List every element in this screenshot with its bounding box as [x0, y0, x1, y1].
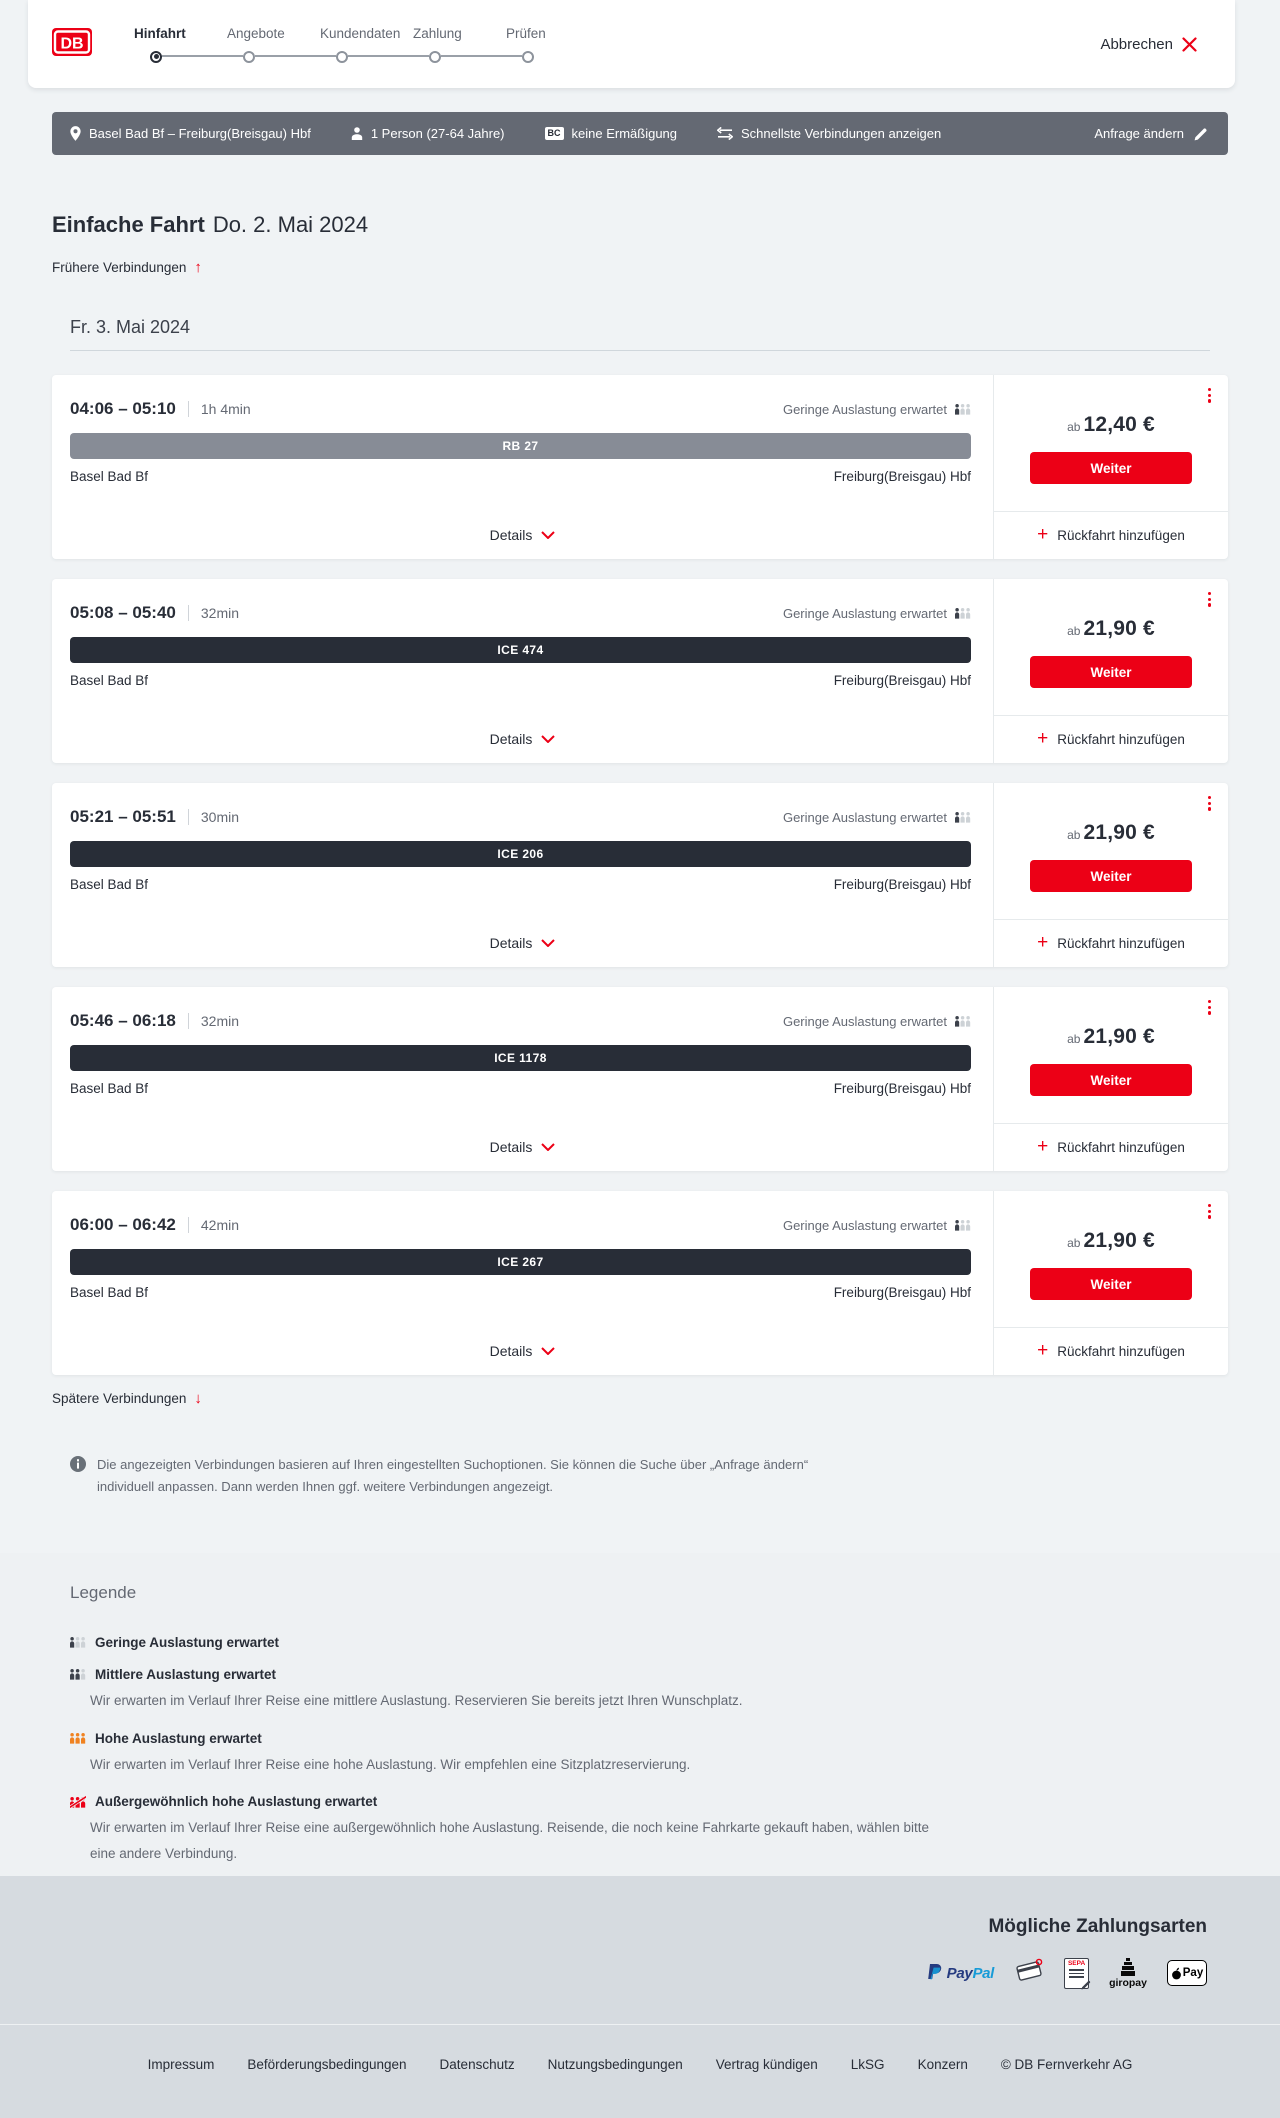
payment-methods: [0, 1956, 1280, 1990]
train-label: ICE 474: [497, 643, 544, 657]
step-hinfahrt[interactable]: Hinfahrt: [134, 26, 227, 63]
price: [994, 1025, 1228, 1049]
continue-button[interactable]: Weiter: [1030, 452, 1192, 484]
chevron-down-icon: [541, 1347, 555, 1355]
progress-steps: [134, 26, 599, 63]
chevron-down-icon: [541, 1143, 555, 1151]
connection-card: [52, 783, 1228, 967]
booking-panel: [993, 579, 1228, 763]
connection-time: 05:08 – 05:40: [70, 603, 176, 622]
discount-summary: BC keine Ermäßigung: [545, 126, 678, 141]
footer-links: [0, 2057, 1280, 2072]
footer-link[interactable]: LkSG: [850, 2057, 885, 2073]
add-return-trip-button[interactable]: + Rückfahrt hinzufügen: [994, 512, 1228, 559]
occupancy-indicator: Geringe Auslastung erwartet: [783, 1218, 971, 1233]
departure-station: Basel Bad Bf: [70, 673, 149, 688]
price: [994, 1229, 1228, 1253]
plus-icon: +: [1037, 1340, 1049, 1361]
db-logo: [52, 28, 92, 61]
arrival-station: Freiburg(Breisgau) Hbf: [833, 1081, 971, 1096]
price-prefix: ab: [1067, 1032, 1081, 1046]
search-options-note: Die angezeigten Verbindungen basieren auf Ihren eingestellten Suchoptionen. Sie können die Suche über „Anfrage ändern“ individuell anpassen. Dann werden Ihnen ggf. weitere Verbindungen angezeigt.: [52, 1454, 1228, 1498]
occupancy-exceptional-icon: [70, 1796, 86, 1808]
occupancy-low-icon: [955, 1016, 971, 1027]
train-bar: [70, 1045, 971, 1071]
departure-station: Basel Bad Bf: [70, 1285, 149, 1300]
occupancy-low-icon: [955, 1220, 971, 1231]
train-label: RB 27: [502, 439, 539, 453]
price-prefix: ab: [1067, 1236, 1081, 1250]
edit-request-button[interactable]: Anfrage ändern: [1094, 126, 1208, 141]
departure-station: Basel Bad Bf: [70, 877, 149, 892]
credit-card-icon: [1014, 1958, 1044, 1989]
location-pin-icon: [70, 126, 81, 141]
connection-duration: 1h 4min: [200, 401, 251, 417]
divider: [0, 2024, 1280, 2025]
continue-button[interactable]: Weiter: [1030, 1268, 1192, 1300]
booking-panel: [993, 1191, 1228, 1375]
paypal-icon: PayPal: [927, 1963, 994, 1983]
connection-main: [52, 579, 993, 763]
step-circle: [522, 51, 534, 63]
sorting-summary: Schnellste Verbindungen anzeigen: [717, 126, 941, 141]
train-label: ICE 267: [497, 1255, 544, 1269]
train-bar: [70, 1249, 971, 1275]
plus-icon: +: [1037, 524, 1049, 545]
pencil-icon: [1194, 127, 1208, 141]
departure-station: Basel Bad Bf: [70, 469, 149, 484]
details-toggle[interactable]: Details: [52, 1139, 993, 1155]
price-amount: 21,90 €: [1083, 617, 1155, 640]
arrival-station: Freiburg(Breisgau) Hbf: [833, 877, 971, 892]
occupancy-low-icon: [955, 404, 971, 415]
step-angebote[interactable]: Angebote: [227, 26, 320, 63]
page-title: Einfache Fahrt Do. 2. Mai 2024: [52, 212, 369, 237]
legend-item-medium: Mittlere Auslastung erwartet Wir erwarten im Verlauf Ihrer Reise eine mittlere Auslastung. Reservieren Sie bereits jetzt Ihren Wunschplatz.: [70, 1667, 1228, 1714]
add-return-trip-button[interactable]: + Rückfahrt hinzufügen: [994, 1124, 1228, 1171]
step-pruefen[interactable]: Prüfen: [506, 26, 599, 63]
search-summary-bar: [52, 112, 1228, 155]
step-kundendaten[interactable]: Kundendaten: [320, 26, 413, 63]
divider: [188, 1217, 189, 1233]
giropay-icon: giropay: [1109, 1958, 1147, 1989]
chevron-down-icon: [541, 531, 555, 539]
payments-title: Mögliche Zahlungsarten: [988, 1916, 1207, 1938]
footer-link[interactable]: Impressum: [147, 2057, 215, 2073]
train-bar: [70, 841, 971, 867]
occupancy-indicator: Geringe Auslastung erwartet: [783, 606, 971, 621]
route-summary: Basel Bad Bf – Freiburg(Breisgau) Hbf: [70, 126, 311, 141]
connection-main: [52, 375, 993, 559]
occupancy-indicator: Geringe Auslastung erwartet: [783, 1014, 971, 1029]
booking-panel: [993, 375, 1228, 559]
chevron-down-icon: [541, 939, 555, 947]
arrival-station: Freiburg(Breisgau) Hbf: [833, 1285, 971, 1300]
connection-main: [52, 987, 993, 1171]
connection-card: [52, 987, 1228, 1171]
cancel-button[interactable]: Abbrechen: [1100, 36, 1197, 53]
results-section: [0, 155, 1280, 1553]
travellers-summary: 1 Person (27-64 Jahre): [351, 126, 505, 141]
train-bar: [70, 637, 971, 663]
plus-icon: +: [1037, 728, 1049, 749]
arrow-down-icon: ↓: [194, 1390, 202, 1407]
app-header: [28, 0, 1235, 88]
step-zahlung[interactable]: Zahlung: [413, 26, 506, 63]
price: [994, 821, 1228, 845]
footer-link[interactable]: Konzern: [917, 2057, 968, 2073]
footer-link[interactable]: Beförderungsbedingungen: [247, 2057, 407, 2073]
divider: [188, 1013, 189, 1029]
train-bar: [70, 433, 971, 459]
connection-duration: 32min: [200, 605, 240, 621]
step-circle: [336, 51, 348, 63]
more-options-button[interactable]: [1205, 997, 1214, 1018]
details-toggle[interactable]: Details: [52, 731, 993, 747]
arrow-up-icon: ↑: [194, 259, 202, 276]
occupancy-low-icon: [955, 812, 971, 823]
footer: [0, 1876, 1280, 2118]
connection-duration: 42min: [200, 1217, 240, 1233]
details-toggle[interactable]: Details: [52, 527, 993, 543]
person-icon: [351, 127, 363, 140]
more-options-button[interactable]: [1205, 385, 1214, 406]
continue-button[interactable]: Weiter: [1030, 860, 1192, 892]
legend-title: Legende: [70, 1583, 137, 1603]
legend-section: [0, 1553, 1280, 1876]
day-group: [52, 317, 1228, 351]
add-return-trip-button[interactable]: + Rückfahrt hinzufügen: [994, 1328, 1228, 1375]
connection-main: [52, 783, 993, 967]
price-prefix: ab: [1067, 828, 1081, 842]
connection-duration: 30min: [200, 809, 240, 825]
add-return-trip-button[interactable]: + Rückfahrt hinzufügen: [994, 716, 1228, 763]
earlier-connections-link[interactable]: Frühere Verbindungen ↑: [52, 259, 202, 276]
connection-card: [52, 579, 1228, 763]
legend-item-exceptional: Außergewöhnlich hohe Auslastung erwartet Wir erwarten im Verlauf Ihrer Reise eine außergewöhnlich hohe Auslastung. Reisende, die noch keine Fahrkarte gekauft haben, wählen bitte eine andere Verbindung.: [70, 1794, 1228, 1866]
step-circle: [243, 51, 255, 63]
occupancy-high-icon: [70, 1733, 86, 1744]
price: [994, 413, 1228, 437]
info-icon: [70, 1456, 86, 1472]
copyright: © DB Fernverkehr AG: [1000, 2057, 1133, 2073]
connection-time: 06:00 – 06:42: [70, 1215, 176, 1234]
connection-card: [52, 375, 1228, 559]
more-options-button[interactable]: [1205, 589, 1214, 610]
train-label: ICE 206: [497, 847, 544, 861]
footer-link[interactable]: Datenschutz: [439, 2057, 515, 2073]
plus-icon: +: [1037, 932, 1049, 953]
travel-date: Do. 2. Mai 2024: [212, 212, 369, 237]
price-amount: 21,90 €: [1083, 1229, 1155, 1252]
details-toggle[interactable]: Details: [52, 935, 993, 951]
price-amount: 21,90 €: [1083, 821, 1155, 844]
arrival-station: Freiburg(Breisgau) Hbf: [833, 673, 971, 688]
continue-button[interactable]: Weiter: [1030, 656, 1192, 688]
connection-time: 05:21 – 05:51: [70, 807, 176, 826]
day-header: Fr. 3. Mai 2024: [70, 317, 191, 337]
more-options-button[interactable]: [1205, 1201, 1214, 1222]
booking-panel: [993, 783, 1228, 967]
occupancy-low-icon: [955, 608, 971, 619]
details-toggle[interactable]: Details: [52, 1343, 993, 1359]
step-circle: [429, 51, 441, 63]
price-prefix: ab: [1067, 624, 1081, 638]
add-return-trip-button[interactable]: + Rückfahrt hinzufügen: [994, 920, 1228, 967]
price: [994, 617, 1228, 641]
connection-duration: 32min: [200, 1013, 240, 1029]
divider: [70, 350, 1210, 351]
step-circle: [150, 51, 162, 63]
connection-time: 04:06 – 05:10: [70, 399, 176, 418]
connection-card: [52, 1191, 1228, 1375]
occupancy-indicator: Geringe Auslastung erwartet: [783, 810, 971, 825]
continue-button[interactable]: Weiter: [1030, 1064, 1192, 1096]
sepa-direct-debit-icon: SEPA: [1064, 1958, 1089, 1989]
legend-item-high: Hohe Auslastung erwartet Wir erwarten im Verlauf Ihrer Reise eine hohe Auslastung. Wir empfehlen eine Sitzplatzreservierung.: [70, 1731, 1228, 1778]
connection-list: [52, 375, 1228, 1375]
legend-item-low: Geringe Auslastung erwartet: [70, 1635, 1228, 1650]
svg-text:DB: DB: [60, 35, 84, 52]
price-amount: 12,40 €: [1083, 413, 1155, 436]
divider: [188, 605, 189, 621]
booking-panel: [993, 987, 1228, 1171]
swap-arrows-icon: [717, 127, 733, 140]
occupancy-indicator: Geringe Auslastung erwartet: [783, 402, 971, 417]
footer-link[interactable]: Nutzungsbedingungen: [547, 2057, 683, 2073]
apple-pay-icon: Pay: [1167, 1960, 1207, 1986]
departure-station: Basel Bad Bf: [70, 1081, 149, 1096]
footer-link[interactable]: Vertrag kündigen: [715, 2057, 818, 2073]
later-connections-link[interactable]: Spätere Verbindungen ↓: [52, 1390, 202, 1407]
plus-icon: +: [1037, 1136, 1049, 1157]
chevron-down-icon: [541, 735, 555, 743]
price-prefix: ab: [1067, 420, 1081, 434]
close-icon: [1182, 37, 1197, 52]
bahncard-icon: BC: [545, 127, 564, 140]
price-amount: 21,90 €: [1083, 1025, 1155, 1048]
train-label: ICE 1178: [494, 1051, 547, 1065]
more-options-button[interactable]: [1205, 793, 1214, 814]
divider: [188, 401, 189, 417]
divider: [188, 809, 189, 825]
connection-time: 05:46 – 06:18: [70, 1011, 176, 1030]
occupancy-medium-icon: [70, 1669, 86, 1680]
connection-main: [52, 1191, 993, 1375]
occupancy-low-icon: [70, 1637, 86, 1648]
arrival-station: Freiburg(Breisgau) Hbf: [833, 469, 971, 484]
